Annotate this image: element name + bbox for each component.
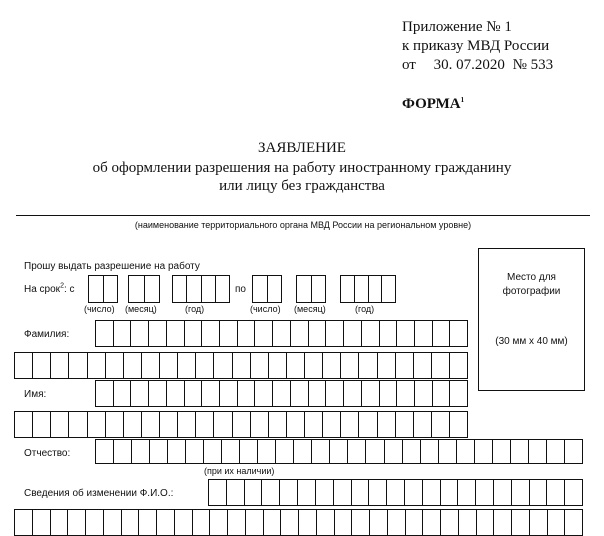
letter-cell[interactable]	[132, 439, 150, 464]
letter-cell[interactable]	[317, 509, 335, 536]
letter-cell[interactable]	[238, 320, 256, 347]
letter-cell[interactable]	[273, 380, 291, 407]
name-cells-row-2[interactable]	[14, 411, 468, 438]
letter-cell[interactable]	[396, 411, 414, 438]
letter-cell[interactable]	[149, 320, 167, 347]
letter-cell[interactable]	[312, 439, 330, 464]
letter-cell[interactable]	[114, 439, 132, 464]
letter-cell[interactable]	[255, 320, 273, 347]
letter-cell[interactable]	[96, 439, 114, 464]
letter-cell[interactable]	[246, 509, 264, 536]
letter-cell[interactable]	[104, 509, 122, 536]
letter-cell[interactable]	[287, 411, 305, 438]
letter-cell[interactable]	[255, 380, 273, 407]
letter-cell[interactable]	[124, 352, 142, 379]
letter-cell[interactable]	[287, 352, 305, 379]
letter-cell[interactable]	[352, 479, 370, 506]
letter-cell[interactable]	[414, 352, 432, 379]
letter-cell[interactable]	[196, 411, 214, 438]
letter-cell[interactable]	[387, 479, 405, 506]
letter-cell[interactable]	[457, 439, 475, 464]
letter-cell[interactable]	[273, 320, 291, 347]
letter-cell[interactable]	[258, 439, 276, 464]
letter-cell[interactable]	[344, 320, 362, 347]
letter-cell[interactable]	[168, 439, 186, 464]
letter-cell[interactable]	[380, 380, 398, 407]
letter-cell[interactable]	[547, 439, 565, 464]
from-year-cells[interactable]	[172, 275, 230, 303]
letter-cell[interactable]	[131, 380, 149, 407]
term-label-text: На срок	[24, 284, 61, 295]
letter-cell[interactable]	[326, 320, 344, 347]
letter-cell[interactable]	[432, 411, 450, 438]
letter-cell[interactable]	[548, 509, 566, 536]
letter-cell[interactable]	[185, 380, 203, 407]
letter-cell[interactable]	[202, 320, 220, 347]
letter-cell[interactable]	[262, 479, 280, 506]
letter-cell[interactable]	[220, 380, 238, 407]
letter-cell[interactable]	[362, 380, 380, 407]
photo-size: (30 мм х 40 мм)	[495, 336, 568, 347]
letter-cell[interactable]	[450, 380, 468, 407]
letter-cell[interactable]	[388, 509, 406, 536]
letter-cell[interactable]	[294, 439, 312, 464]
letter-cell[interactable]	[160, 411, 178, 438]
letter-cell[interactable]	[530, 479, 548, 506]
letter-cell[interactable]	[334, 479, 352, 506]
letter-cell[interactable]	[323, 411, 341, 438]
letter-cell[interactable]	[529, 439, 547, 464]
letter-cell[interactable]	[245, 479, 263, 506]
photo-label	[479, 271, 584, 299]
letter-cell[interactable]	[335, 509, 353, 536]
letter-cell[interactable]	[433, 320, 451, 347]
letter-cell[interactable]	[142, 352, 160, 379]
appendix-number: № 533	[512, 57, 554, 73]
letter-cell[interactable]	[69, 352, 87, 379]
patronymic-label: Отчество:	[24, 448, 71, 459]
title-heading: ЗАЯВЛЕНИЕ	[258, 140, 346, 156]
letter-cell[interactable]	[15, 352, 33, 379]
letter-cell[interactable]	[432, 352, 450, 379]
letter-cell[interactable]	[547, 479, 565, 506]
letter-cell[interactable]	[214, 352, 232, 379]
photo-label-line-2: фотографии	[502, 286, 561, 297]
letter-cell[interactable]	[330, 439, 348, 464]
to-month-caption: (месяц)	[294, 304, 326, 314]
letter-cell[interactable]	[385, 439, 403, 464]
to-year-cells[interactable]	[340, 275, 396, 303]
letter-cell[interactable]	[209, 479, 227, 506]
letter-cell[interactable]	[193, 509, 211, 536]
patronymic-cells-row-1[interactable]	[95, 439, 583, 464]
form-footnote-mark: 1	[460, 96, 465, 104]
letter-cell[interactable]	[362, 320, 380, 347]
title-line-1: об оформлении разрешения на работу иностранному гражданину	[92, 160, 512, 176]
letter-cell[interactable]	[204, 439, 222, 464]
from-month-cells[interactable]	[128, 275, 160, 303]
letter-cell[interactable]	[305, 411, 323, 438]
from-month-caption: (месяц)	[125, 304, 157, 314]
letter-cell[interactable]	[406, 509, 424, 536]
to-label: по	[235, 284, 246, 295]
letter-cell[interactable]	[269, 411, 287, 438]
letter-cell[interactable]	[530, 509, 548, 536]
letter-cell[interactable]	[51, 352, 69, 379]
term-label	[24, 284, 75, 295]
letter-cell[interactable]	[476, 479, 494, 506]
letter-cell[interactable]	[352, 509, 370, 536]
letter-cell[interactable]	[178, 411, 196, 438]
letter-cell[interactable]	[106, 352, 124, 379]
letter-cell[interactable]	[397, 320, 415, 347]
letter-cell[interactable]	[326, 380, 344, 407]
letter-cell[interactable]	[378, 411, 396, 438]
letter-cell[interactable]	[459, 509, 477, 536]
letter-cell[interactable]	[458, 479, 476, 506]
if-any-caption: (при их наличии)	[204, 466, 275, 476]
surname-cells-row-2[interactable]	[14, 352, 468, 379]
letter-cell[interactable]	[316, 479, 334, 506]
letter-cell[interactable]	[291, 380, 309, 407]
letter-cell[interactable]	[493, 439, 511, 464]
letter-cell[interactable]	[441, 479, 459, 506]
letter-cell[interactable]	[157, 509, 175, 536]
letter-cell[interactable]	[309, 380, 327, 407]
letter-cell[interactable]	[96, 320, 114, 347]
to-day-caption: (число)	[250, 304, 281, 314]
letter-cell[interactable]	[348, 439, 366, 464]
letter-cell[interactable]	[227, 479, 245, 506]
letter-cell[interactable]	[494, 479, 512, 506]
letter-cell[interactable]	[414, 411, 432, 438]
letter-cell[interactable]	[185, 320, 203, 347]
appendix-line-2: к приказу МВД России	[402, 38, 550, 54]
letter-cell[interactable]	[494, 509, 512, 536]
letter-cell[interactable]	[291, 320, 309, 347]
letter-cell[interactable]	[264, 509, 282, 536]
letter-cell[interactable]	[114, 380, 132, 407]
from-label: : с	[63, 284, 75, 295]
letter-cell[interactable]	[378, 352, 396, 379]
letter-cell[interactable]	[228, 509, 246, 536]
letter-cell[interactable]	[565, 439, 583, 464]
letter-cell[interactable]	[15, 411, 33, 438]
letter-cell[interactable]	[511, 439, 529, 464]
letter-cell[interactable]	[251, 352, 269, 379]
letter-cell[interactable]	[269, 352, 287, 379]
letter-cell[interactable]	[122, 509, 140, 536]
letter-cell[interactable]	[439, 439, 457, 464]
letter-cell[interactable]	[341, 352, 359, 379]
letter-cell[interactable]	[175, 509, 193, 536]
letter-cell[interactable]	[305, 352, 323, 379]
appendix-line-1: Приложение № 1	[402, 19, 512, 35]
letter-cell[interactable]	[220, 320, 238, 347]
letter-cell[interactable]	[214, 411, 232, 438]
title-line-2: или лицу без гражданства	[219, 178, 385, 194]
letter-cell[interactable]	[86, 509, 104, 536]
letter-cell[interactable]	[68, 509, 86, 536]
letter-cell[interactable]	[114, 320, 132, 347]
letter-cell[interactable]	[167, 320, 185, 347]
letter-cell[interactable]	[415, 320, 433, 347]
letter-cell[interactable]	[51, 509, 69, 536]
letter-cell[interactable]	[281, 509, 299, 536]
territorial-body-caption: (наименование территориального органа МВД России на региональном уровне)	[134, 220, 472, 230]
letter-cell[interactable]	[88, 411, 106, 438]
photo-label-line-1: Место для	[507, 272, 556, 283]
letter-cell[interactable]	[450, 352, 468, 379]
appendix-line-3	[402, 57, 553, 74]
from-year-caption: (год)	[185, 304, 205, 314]
letter-cell[interactable]	[96, 380, 114, 407]
name-label: Имя:	[24, 389, 47, 400]
name-cells-row-1[interactable]	[95, 380, 468, 407]
letter-cell[interactable]	[341, 411, 359, 438]
letter-cell[interactable]	[131, 320, 149, 347]
letter-cell[interactable]	[160, 352, 178, 379]
letter-cell[interactable]	[276, 439, 294, 464]
letter-cell[interactable]	[51, 411, 69, 438]
letter-cell[interactable]	[202, 380, 220, 407]
to-year-caption: (год)	[355, 304, 375, 314]
letter-cell[interactable]	[380, 320, 398, 347]
appendix-date: 30. 07.2020	[433, 57, 505, 73]
letter-cell[interactable]	[251, 411, 269, 438]
form-label-text: ФОРМА	[402, 96, 461, 112]
letter-cell[interactable]	[423, 479, 441, 506]
letter-cell[interactable]	[222, 439, 240, 464]
letter-cell[interactable]	[512, 479, 530, 506]
letter-cell[interactable]	[359, 411, 377, 438]
letter-cell[interactable]	[149, 380, 167, 407]
letter-cell[interactable]	[178, 352, 196, 379]
letter-cell[interactable]	[405, 479, 423, 506]
letter-cell[interactable]	[477, 509, 495, 536]
letter-cell[interactable]	[33, 411, 51, 438]
letter-cell[interactable]	[33, 509, 51, 536]
letter-cell[interactable]	[565, 479, 583, 506]
surname-label: Фамилия:	[24, 329, 70, 340]
name-change-cells-row-2[interactable]	[14, 509, 583, 536]
letter-cell[interactable]	[415, 380, 433, 407]
from-day-cells[interactable]	[88, 275, 118, 303]
term-footnote-mark: 2	[60, 282, 64, 290]
letter-cell[interactable]	[475, 439, 493, 464]
letter-cell[interactable]	[69, 411, 87, 438]
letter-cell[interactable]	[240, 439, 258, 464]
letter-cell[interactable]	[344, 380, 362, 407]
letter-cell[interactable]	[450, 320, 468, 347]
letter-cell[interactable]	[421, 439, 439, 464]
letter-cell[interactable]	[423, 509, 441, 536]
letter-cell[interactable]	[366, 439, 384, 464]
letter-cell[interactable]	[323, 352, 341, 379]
letter-cell[interactable]	[142, 411, 160, 438]
letter-cell[interactable]	[433, 380, 451, 407]
letter-cell[interactable]	[450, 411, 468, 438]
letter-cell[interactable]	[369, 479, 387, 506]
name-change-label: Сведения об изменении Ф.И.О.:	[24, 488, 174, 499]
letter-cell[interactable]	[186, 439, 204, 464]
letter-cell[interactable]	[359, 352, 377, 379]
letter-cell[interactable]	[396, 352, 414, 379]
from-day-caption: (число)	[84, 304, 115, 314]
letter-cell[interactable]	[33, 352, 51, 379]
letter-cell[interactable]	[280, 479, 298, 506]
letter-cell[interactable]	[299, 509, 317, 536]
letter-cell[interactable]	[210, 509, 228, 536]
letter-cell[interactable]	[124, 411, 142, 438]
surname-cells-row-1[interactable]	[95, 320, 468, 347]
letter-cell[interactable]	[309, 320, 327, 347]
letter-cell[interactable]	[512, 509, 530, 536]
letter-cell[interactable]	[196, 352, 214, 379]
letter-cell[interactable]	[150, 439, 168, 464]
letter-cell[interactable]	[233, 411, 251, 438]
to-month-cells[interactable]	[296, 275, 326, 303]
to-day-cells[interactable]	[252, 275, 282, 303]
letter-cell[interactable]	[167, 380, 185, 407]
letter-cell[interactable]	[88, 352, 106, 379]
letter-cell[interactable]	[403, 439, 421, 464]
name-change-cells-row-1[interactable]	[208, 479, 583, 506]
letter-cell[interactable]	[15, 509, 33, 536]
letter-cell[interactable]	[370, 509, 388, 536]
letter-cell[interactable]	[298, 479, 316, 506]
form-label	[402, 96, 464, 113]
letter-cell[interactable]	[106, 411, 124, 438]
letter-cell[interactable]	[397, 380, 415, 407]
territorial-body-line[interactable]	[16, 215, 590, 216]
letter-cell[interactable]	[441, 509, 459, 536]
photo-box	[478, 248, 585, 391]
request-text: Прошу выдать разрешение на работу	[24, 261, 200, 272]
letter-cell[interactable]	[139, 509, 157, 536]
letter-cell[interactable]	[238, 380, 256, 407]
appendix-from-label: от	[402, 57, 416, 73]
letter-cell[interactable]	[565, 509, 583, 536]
letter-cell[interactable]	[233, 352, 251, 379]
